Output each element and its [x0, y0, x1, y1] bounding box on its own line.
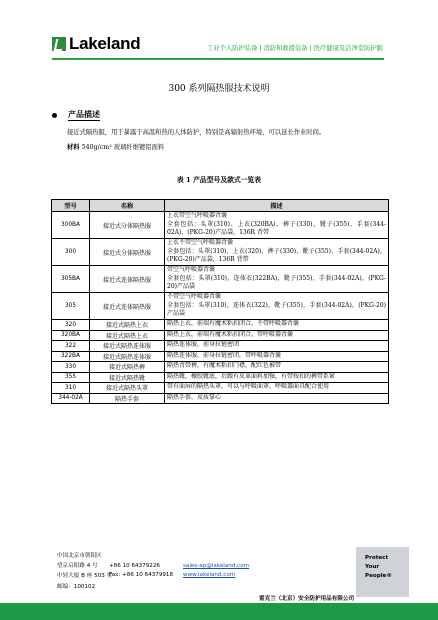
logo-text: Lakeland	[69, 34, 141, 53]
name-cell: 接近式分体隔热服	[90, 239, 165, 266]
address-line: 望京启阳路 4 号	[57, 563, 98, 570]
table-row	[52, 239, 389, 266]
name-cell: 接近式分体隔热服	[90, 212, 165, 239]
table-row	[52, 293, 389, 320]
footer-bar	[0, 603, 438, 620]
model-cell: 322BA	[52, 351, 90, 362]
product-description: 接近式隔热服，用于暴露于高温和热的人体防护，特别是高辐射热环境，可以延长作业时间。	[67, 129, 326, 136]
table-row	[52, 212, 389, 239]
material-label: 材料	[67, 144, 80, 151]
name-cell: 接近式隔热头罩	[90, 383, 165, 394]
table-row	[52, 320, 389, 331]
header-model: 型号	[52, 200, 90, 212]
footer-phone	[109, 562, 173, 580]
description-cell: 隔热背带裤，有魔术粘扣门襟，配红色被带	[165, 362, 389, 373]
company-name: 雷克兰（北京）安全防护用品有限公司	[259, 596, 355, 602]
model-cell: 355	[52, 372, 90, 383]
address-line: 邮编：100102	[57, 583, 96, 590]
address-line: 中轻大厦 B 座 503 室	[57, 573, 113, 580]
model-cell: 305	[52, 293, 90, 320]
table-row	[52, 351, 389, 362]
name-cell: 接近式隔热裤	[90, 362, 165, 373]
name-cell: 接近式隔热靴	[90, 372, 165, 383]
model-cell: 300BA	[52, 212, 90, 239]
footer-address	[57, 551, 112, 592]
material-line	[67, 142, 164, 151]
badge-line: People®	[365, 573, 393, 579]
protect-badge	[356, 547, 409, 597]
section-title: 产品描述	[68, 109, 100, 119]
email-link[interactable]: sales-ap@lakeland.com	[183, 563, 250, 569]
material-value: 540g/cm² 玻璃纤维镀铝面料	[81, 144, 165, 151]
description-cell: 带有面屏的隔热头罩，可以与呼吸面罩、呼吸器面具配合使用	[165, 383, 389, 394]
model-cell: 330	[52, 362, 90, 373]
table-row	[52, 330, 389, 341]
table-header-row	[52, 200, 389, 212]
document-title: 300 系列隔热服技术说明	[168, 84, 270, 94]
table-row	[52, 341, 389, 352]
description-cell: 不带空气呼吸器背囊 全套包括：头罩(310)，连体衣(322)，靴子(355)，手套(344-02A)，(PKG-20)产品袋	[165, 293, 389, 320]
name-cell: 接近式连体隔热服	[90, 266, 165, 293]
table-row	[52, 372, 389, 383]
description-cell: 上衣不带空气呼吸器背囊 全套包括：头罩(310)，上衣(320)，裤子(330)，靴子(355)，手套(344-02A)，(PKG-20)产品袋，136R 背带	[165, 239, 389, 266]
table-row	[52, 393, 389, 404]
section-heading	[52, 109, 100, 121]
name-cell: 接近式连体隔热服	[90, 293, 165, 320]
bullet-icon	[52, 113, 57, 118]
name-cell: 接近式隔热连体服	[90, 351, 165, 362]
model-cell: 300	[52, 239, 90, 266]
model-cell: 320	[52, 320, 90, 331]
model-cell: 310	[52, 383, 90, 394]
description-cell: 隔热连体服，前身拉链密闭	[165, 341, 389, 352]
product-table	[51, 199, 389, 404]
header-divider	[52, 58, 384, 60]
footer-links	[183, 562, 249, 580]
table-title: 表 1 产品型号及款式一览表	[176, 176, 262, 184]
table-row	[52, 266, 389, 293]
model-cell: 322	[52, 341, 90, 352]
table-row	[52, 383, 389, 394]
description-cell: 隔热手套，皮质掌心	[165, 393, 389, 404]
badge-line: Your	[365, 564, 380, 570]
lakeland-mark-icon	[52, 37, 66, 51]
table-row	[52, 362, 389, 373]
address-line: 中国北京市朝阳区	[57, 553, 102, 559]
website-link[interactable]: www.lakeland.com	[183, 572, 236, 579]
description-cell: 隔热上衣，前端有魔术粘扣闭合，带呼吸器背囊	[165, 330, 389, 341]
model-cell: 305BA	[52, 266, 90, 293]
name-cell: 接近式隔热上衣	[90, 320, 165, 331]
description-cell: 隔热靴，橡胶靴底，后跟有皮革面料加强，有带按扣的裤带系紧	[165, 372, 389, 383]
badge-line: Protect	[365, 555, 389, 561]
header-tagline: 工业个人防护装备 | 消防和救援装备 | 医疗健康及洁净室防护服	[207, 45, 383, 52]
model-cell: 344-02A	[52, 393, 90, 404]
description-cell: 上衣带空气呼吸器背囊 全套包括：头罩(310)、上衣(320BA)，裤子(330)，靴子(355)，手套(344-02A)，(PKG-20)产品袋，136R 背带	[165, 212, 389, 239]
fax-number: Fax: +86 10 64379918	[109, 572, 174, 579]
description-cell: 隔热连体服，前身拉链密闭，带呼吸器背囊	[165, 351, 389, 362]
lakeland-logo	[52, 34, 140, 54]
header-description: 描述	[165, 200, 389, 212]
header-name: 名称	[90, 200, 165, 212]
name-cell: 接近式隔热连体服	[90, 341, 165, 352]
model-cell: 320BA	[52, 330, 90, 341]
phone-number: +86 10 64379226	[109, 563, 160, 569]
description-cell: 带空气呼吸器背囊 全套包括：头罩(310)，连体衣(322BA)，靴子(355)，手套(344-02A)，(PKG-20)产品袋	[165, 266, 389, 293]
name-cell: 接近式隔热上衣	[90, 330, 165, 341]
name-cell: 隔热手套	[90, 393, 165, 404]
description-cell: 隔热上衣，前端有魔术粘扣闭合，不带呼吸器背囊	[165, 320, 389, 331]
